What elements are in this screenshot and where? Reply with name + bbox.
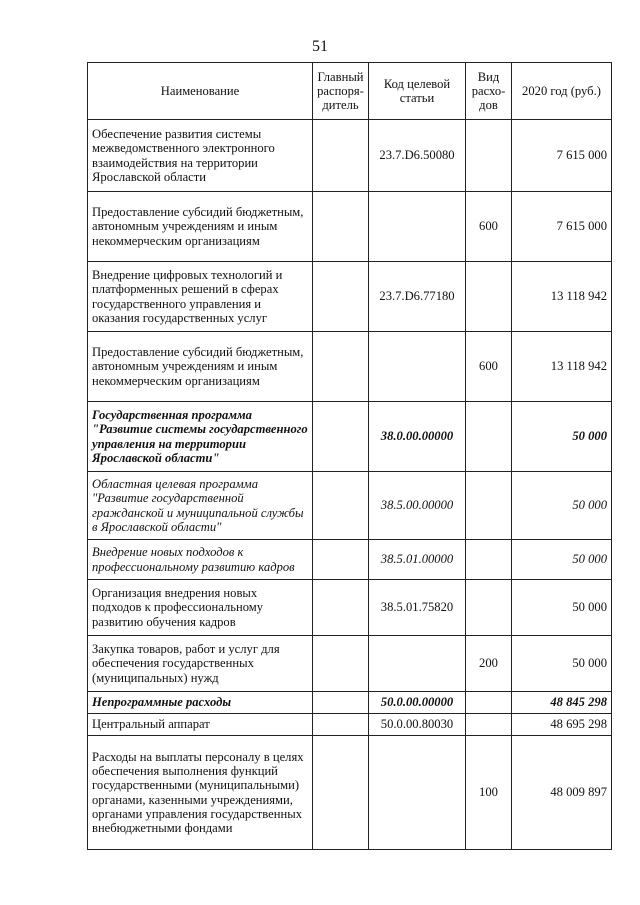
row-kind: 100 bbox=[466, 736, 512, 850]
header-name: Наименование bbox=[88, 63, 313, 120]
row-sum: 13 118 942 bbox=[512, 262, 612, 332]
row-disposer bbox=[313, 262, 369, 332]
row-kind bbox=[466, 262, 512, 332]
row-disposer bbox=[313, 714, 369, 736]
row-kind: 600 bbox=[466, 332, 512, 402]
table-row bbox=[88, 736, 612, 850]
row-name: Внедрение цифровых технологий и платформенных решений в сферах государственного управления и оказания государственных услуг bbox=[88, 262, 313, 332]
table-row bbox=[88, 714, 612, 736]
row-code bbox=[369, 636, 466, 692]
row-disposer bbox=[313, 332, 369, 402]
row-code: 38.5.01.00000 bbox=[369, 540, 466, 580]
row-name: Центральный аппарат bbox=[88, 714, 313, 736]
table-row bbox=[88, 402, 612, 472]
row-sum: 50 000 bbox=[512, 636, 612, 692]
table-row bbox=[88, 192, 612, 262]
row-sum: 50 000 bbox=[512, 402, 612, 472]
row-sum: 48 009 897 bbox=[512, 736, 612, 850]
table-row bbox=[88, 636, 612, 692]
row-code bbox=[369, 736, 466, 850]
row-disposer bbox=[313, 736, 369, 850]
row-sum: 13 118 942 bbox=[512, 332, 612, 402]
header-code: Код целевой статьи bbox=[369, 63, 466, 120]
row-kind bbox=[466, 580, 512, 636]
table-row bbox=[88, 580, 612, 636]
row-disposer bbox=[313, 402, 369, 472]
row-disposer bbox=[313, 636, 369, 692]
row-name: Областная целевая программа "Развитие государственной гражданской и муниципальной службы в Ярославской области" bbox=[88, 472, 313, 540]
row-name: Государственная программа "Развитие системы государственного управления на территории Ярославской области" bbox=[88, 402, 313, 472]
row-kind bbox=[466, 540, 512, 580]
row-code: 50.0.00.80030 bbox=[369, 714, 466, 736]
row-disposer bbox=[313, 580, 369, 636]
header-kind: Вид расхо-дов bbox=[466, 63, 512, 120]
row-code: 50.0.00.00000 bbox=[369, 692, 466, 714]
row-name: Закупка товаров, работ и услуг для обеспечения государственных (муниципальных) нужд bbox=[88, 636, 313, 692]
row-sum: 7 615 000 bbox=[512, 120, 612, 192]
row-kind bbox=[466, 402, 512, 472]
row-kind: 600 bbox=[466, 192, 512, 262]
row-kind: 200 bbox=[466, 636, 512, 692]
row-disposer bbox=[313, 692, 369, 714]
row-code: 38.0.00.00000 bbox=[369, 402, 466, 472]
table-row bbox=[88, 262, 612, 332]
row-code: 23.7.D6.77180 bbox=[369, 262, 466, 332]
row-code bbox=[369, 332, 466, 402]
row-name: Непрограммные расходы bbox=[88, 692, 313, 714]
row-sum: 50 000 bbox=[512, 540, 612, 580]
row-kind bbox=[466, 120, 512, 192]
table-row bbox=[88, 472, 612, 540]
row-kind bbox=[466, 714, 512, 736]
budget-table bbox=[87, 62, 612, 850]
row-sum: 50 000 bbox=[512, 580, 612, 636]
row-name: Организация внедрения новых подходов к профессиональному развитию обучения кадров bbox=[88, 580, 313, 636]
table-row bbox=[88, 120, 612, 192]
row-code: 38.5.01.75820 bbox=[369, 580, 466, 636]
row-disposer bbox=[313, 120, 369, 192]
row-name: Обеспечение развития системы межведомственного электронного взаимодействия на территории Ярославской области bbox=[88, 120, 313, 192]
row-kind bbox=[466, 472, 512, 540]
row-disposer bbox=[313, 540, 369, 580]
page-number: 51 bbox=[312, 38, 328, 55]
row-disposer bbox=[313, 192, 369, 262]
row-name: Внедрение новых подходов к профессиональному развитию кадров bbox=[88, 540, 313, 580]
table-row bbox=[88, 540, 612, 580]
header-sum: 2020 год (руб.) bbox=[512, 63, 612, 120]
table-header-row bbox=[88, 63, 612, 120]
row-code: 38.5.00.00000 bbox=[369, 472, 466, 540]
row-code: 23.7.D6.50080 bbox=[369, 120, 466, 192]
row-kind bbox=[466, 692, 512, 714]
row-sum: 50 000 bbox=[512, 472, 612, 540]
row-sum: 7 615 000 bbox=[512, 192, 612, 262]
table-row bbox=[88, 332, 612, 402]
row-name: Предоставление субсидий бюджетным, автономным учреждениям и иным некоммерческим организациям bbox=[88, 332, 313, 402]
table-row bbox=[88, 692, 612, 714]
header-disposer: Главный распоря-дитель bbox=[313, 63, 369, 120]
row-sum: 48 695 298 bbox=[512, 714, 612, 736]
row-name: Расходы на выплаты персоналу в целях обеспечения выполнения функций государственными (муниципальными) органами, казенными учреждениями, органами управления государственных внебюджетными фондами bbox=[88, 736, 313, 850]
row-sum: 48 845 298 bbox=[512, 692, 612, 714]
row-code bbox=[369, 192, 466, 262]
row-name: Предоставление субсидий бюджетным, автономным учреждениям и иным некоммерческим организациям bbox=[88, 192, 313, 262]
row-disposer bbox=[313, 472, 369, 540]
